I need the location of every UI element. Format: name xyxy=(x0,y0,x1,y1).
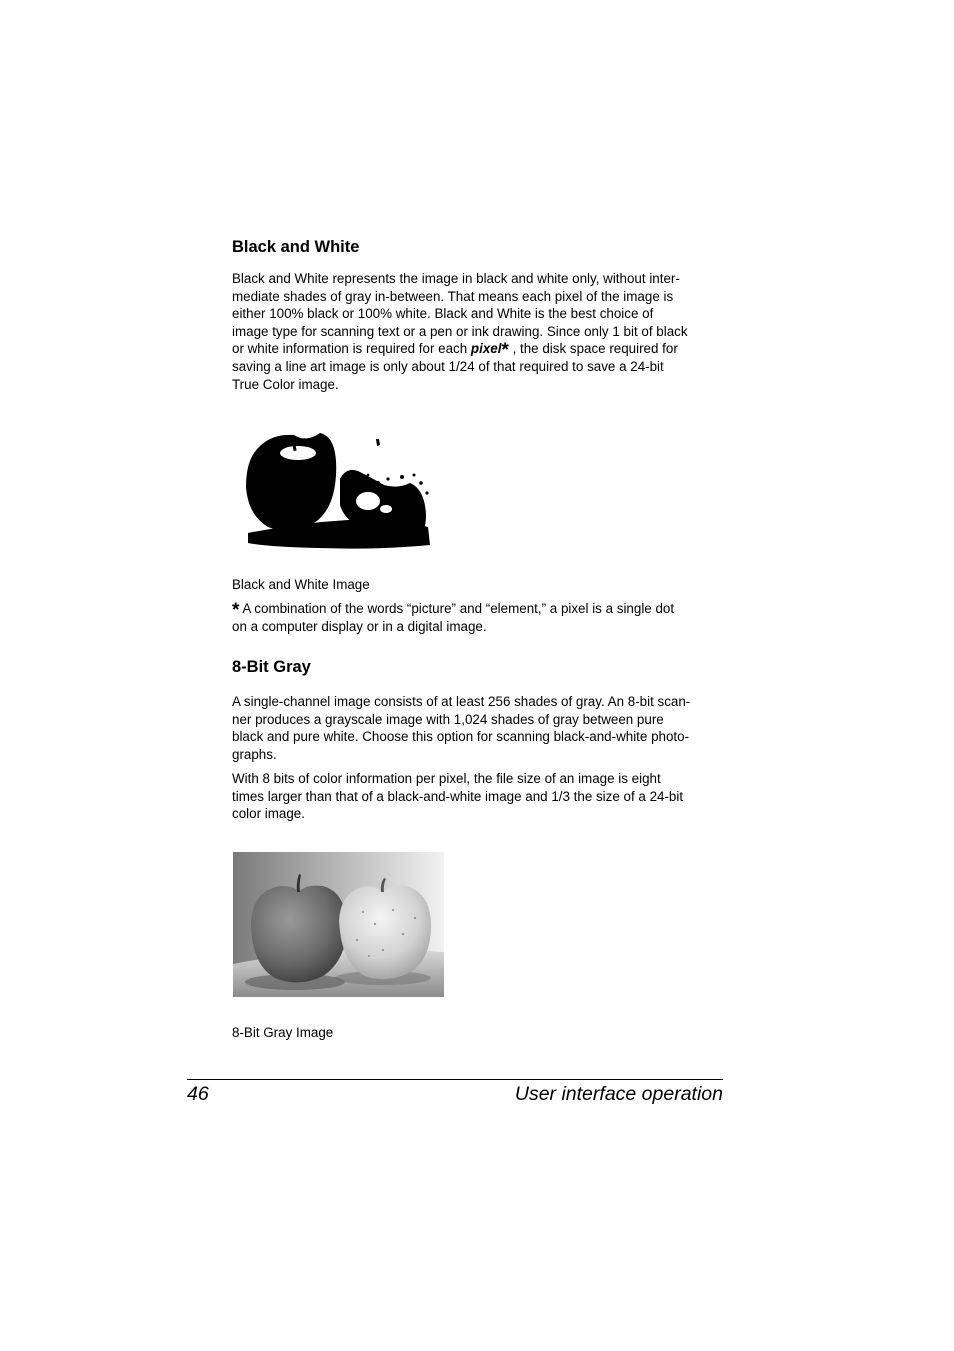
footnote-text: A combination of the words “picture” and “element,” a pixel is a single dot xyxy=(239,601,675,616)
figure-caption-black-and-white: Black and White Image xyxy=(232,577,370,592)
section-heading-8-bit-gray: 8-Bit Gray xyxy=(232,658,311,676)
text-line xyxy=(232,600,724,621)
footer-chapter-title: User interface operation xyxy=(514,1083,723,1105)
text-line: A single-channel image consists of at least 256 shades of gray. An 8-bit scan- xyxy=(232,694,691,709)
text-line: graphs. xyxy=(232,746,277,762)
text-line: image type for scanning text or a pen or ink drawing. Since only 1 bit of black xyxy=(232,323,688,339)
black-and-white-apple-image xyxy=(228,405,440,550)
footnote-asterisk-icon: * xyxy=(501,340,509,362)
text-line: either 100% black or 100% white. Black and White is the best choice of xyxy=(232,306,654,322)
text-line: on a computer display or in a digital image. xyxy=(232,618,487,634)
text-line: Black and White represents the image in black and white only, without inter- xyxy=(232,271,680,286)
text-line: times larger than that of a black-and-white image and 1/3 the size of a 24-bit xyxy=(232,788,684,804)
text-line: black and pure white. Choose this option for scanning black-and-white photo- xyxy=(232,729,690,745)
paragraph-black-and-white xyxy=(232,270,724,393)
grayscale-apple-image xyxy=(233,852,444,997)
text-fragment: or white information is required for each xyxy=(232,341,471,357)
glossary-term-pixel: pixel xyxy=(470,341,502,357)
text-line: color image. xyxy=(232,806,305,822)
paragraph-8-bit-gray-1 xyxy=(232,693,724,763)
footer-divider xyxy=(187,1079,723,1080)
text-fragment: , the disk space required for xyxy=(508,341,678,357)
figure-caption-8-bit-gray: 8-Bit Gray Image xyxy=(232,1025,334,1040)
footnote-asterisk-icon: * xyxy=(232,600,240,621)
text-line: mediate shades of gray in-between. That means each pixel of the image is xyxy=(232,288,674,304)
text-line xyxy=(232,340,724,362)
page-number: 46 xyxy=(187,1083,209,1105)
text-line: saving a line art image is only about 1/24 of that required to save a 24-bit xyxy=(232,358,664,374)
text-line: True Color image. xyxy=(232,376,339,392)
section-heading-black-and-white: Black and White xyxy=(232,238,360,256)
footnote-pixel xyxy=(232,600,724,635)
text-line: ner produces a grayscale image with 1,024 shades of gray between pure xyxy=(232,711,664,727)
text-line: With 8 bits of color information per pixel, the file size of an image is eight xyxy=(232,771,661,786)
paragraph-8-bit-gray-2 xyxy=(232,770,724,823)
